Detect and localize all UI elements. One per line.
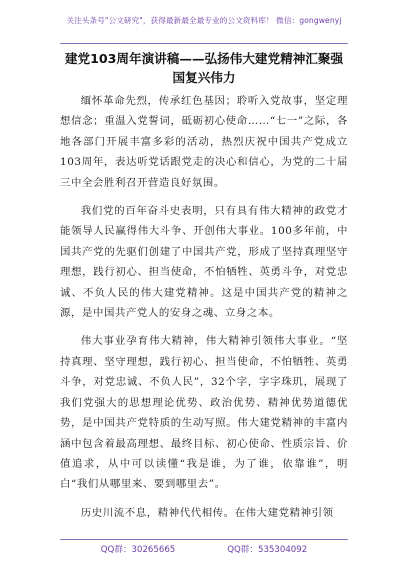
header-divider (60, 43, 348, 44)
paragraph-3: 伟大事业孕育伟大精神，伟大精神引领伟大事业。“坚持真理、坚守理想，践行初心、担当使命，不怕牺牲、英勇斗争，对党忠诚、不负人民”，32个字，字字珠玑，展现了我们党强大的思想理论优势、政治优势、精神优势道德优势，是中国共产党特质的生动写照。伟大建党精神的丰富内涵中包含着最高理想、最终目标、初心使命、性质宗旨、价值追求，从中可以读懂“我是谁，为了谁，依靠谁”，明白“我们从哪里来、要到哪里去”。 (60, 335, 348, 491)
page-footer (0, 543, 408, 563)
paragraph-4: 历史川流不息，精神代代相传。在伟大建党精神引领 (80, 506, 334, 519)
footer-qq-group-1: QQ群：30265665 (100, 545, 176, 555)
footer-qq-group-2: QQ群：535304092 (227, 545, 308, 555)
paragraph-1: 缅怀革命先烈，传承红色基因；聆听入党故事，坚定理想信念；重温入党誓词，砥砺初心使命……“七一”之际，各地各部门开展丰富多彩的活动，热烈庆祝中国共产党成立103周年，表达听党话跟党走的决心和信心，为党的二十届三中全会胜利召开营造良好氛围。 (60, 95, 348, 189)
page-header (0, 0, 408, 40)
footer-divider (60, 539, 348, 540)
document-body (60, 91, 348, 523)
document-title: 建党103周年演讲稿——弘扬伟大建党精神汇聚强国复兴伟力 (64, 51, 344, 85)
paragraph-2: 我们党的百年奋斗史表明，只有具有伟大精神的政党才能领导人民赢得伟大斗争、开创伟大事业。100多年前，中国共产党的先驱们创建了中国共产党，形成了坚持真理坚守理想，践行初心、担当使命，不怕牺牲、英勇斗争，对党忠诚、不负人民的伟大建党精神。这是中国共产党的精神之源，是中国共产党人的安身之魂、立身之本。 (60, 205, 348, 320)
header-promo-text: 关注头条号"公文研究"，获得最新最全最专业的公文资料库！ 微信：gongwenyj (66, 15, 342, 25)
